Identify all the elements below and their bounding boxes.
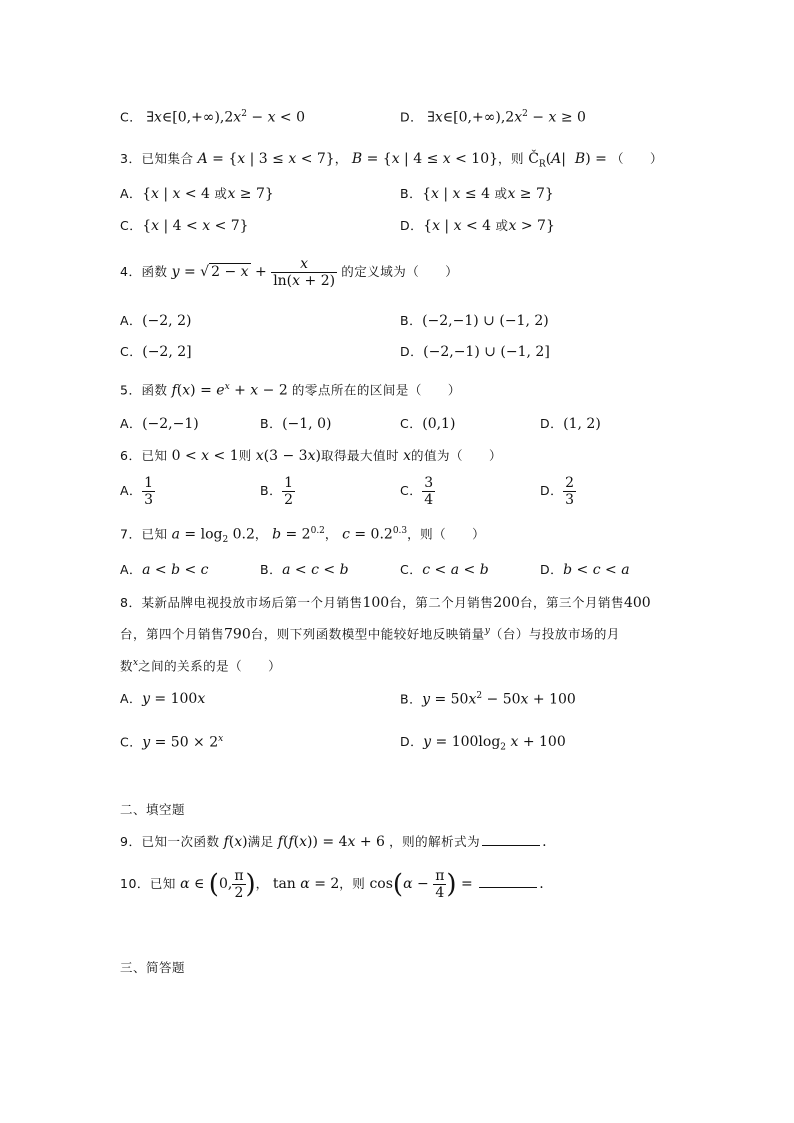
q8-option-b: B．$y = 50x^2 - 50x + 100$ <box>400 691 576 708</box>
q6-option-c: C． $\frac{3}{4}$ <box>400 475 434 508</box>
q3-option-b: B．{x | x ≤ 4 或x ≥ 7} <box>400 186 554 202</box>
q5-option-a: A．(−2,−1) <box>120 416 199 432</box>
q4-stem: 4．函数 y = √ 2 − x + $\frac{x}{\ln(x + 2)}$ 的定义域为（ ） <box>120 256 459 289</box>
q4-fraction: $\frac{x}{\ln(x + 2)}$ <box>273 256 336 289</box>
q7-option-b: B．a < c < b <box>260 562 349 578</box>
q10-answer-blank[interactable] <box>479 887 537 888</box>
q3-stem: 3．已知集合 A = {x | 3 ≤ x < 7}， B = {x | 4 ≤ x < 10}，则 $Č_R(A|$ B) = （ ） <box>120 151 664 170</box>
q6-stem: 6．已知 0 < x < 1则 x(3 − 3x)取得最大值时 x的值为（ ） <box>120 448 503 464</box>
q3-option-c: C．{x | 4 < x < 7} <box>120 218 249 234</box>
q8-option-c: C．$y = 50 \times 2^x$ <box>120 734 224 751</box>
q9-answer-blank[interactable] <box>482 845 540 846</box>
q8-stem-line1: 8．某新品牌电视投放市场后第一个月销售100台，第二个月销售200台，第三个月销售400 <box>120 595 651 611</box>
q6-option-b: B． $\frac{1}{2}$ <box>260 475 293 508</box>
q8-stem-line3: 数$^x$之间的关系的是（ ） <box>120 658 282 674</box>
q3-option-a: A．{x | x < 4 或x ≥ 7} <box>120 186 274 202</box>
q2-option-c: C． $\exists x\in[0,+\infty),2x^2 - x < 0$ <box>120 109 306 126</box>
q4-option-b: B．(−2,−1) ∪ (−1, 2) <box>400 313 549 329</box>
q5-option-d: D．(1, 2) <box>540 416 601 432</box>
q8-stem-line2: 台，第四个月销售790台，则下列函数模型中能较好地反映销量$^y$（台）与投放市场的月 <box>120 626 620 643</box>
q5-option-b: B．(−1, 0) <box>260 416 332 432</box>
q7-option-a: A．a < b < c <box>120 562 209 578</box>
q4-option-c: C．(−2, 2] <box>120 344 192 360</box>
q6-option-d: D． $\frac{2}{3}$ <box>540 475 575 508</box>
q7-stem: 7．已知 $a = \log_2 0.2$， $b = 2^{0.2}$， $c = 0.2^{0.3}$，则（ ） <box>120 526 486 545</box>
q9-stem: 9．已知一次函数 f(x)满足 f(f(x)) = 4x + 6 ，则的解析式为 . <box>120 834 547 850</box>
q5-option-c: C．(0,1) <box>400 416 456 432</box>
q8-option-a: A．y = 100x <box>120 691 206 707</box>
q10-stem: 10．已知 α ∈ (0, $\frac{\pi}{2}$ )， tan α = 2，则 cos(α − $\frac{\pi}{4}$ ) = . <box>120 868 544 901</box>
q8-option-d: D．$y = 100\log_2$ x + 100 <box>400 734 566 753</box>
q6-option-a: A． $\frac{1}{3}$ <box>120 475 153 508</box>
q4-option-d: D．(−2,−1) ∪ (−1, 2] <box>400 344 550 360</box>
q3-option-d: D．{x | x < 4 或x > 7} <box>400 218 555 234</box>
section-title-fill-in: 二、填空题 <box>120 802 186 817</box>
q7-option-c: C．c < a < b <box>400 562 489 578</box>
q7-option-d: D．b < c < a <box>540 562 630 578</box>
section-title-short-answer: 三、简答题 <box>120 960 186 975</box>
q4-option-a: A．(−2, 2) <box>120 313 192 329</box>
q2-option-d: D． $\exists x\in[0,+\infty),2x^2 - x \ge 0$ <box>400 109 586 126</box>
q5-stem: 5．函数 $f(x) = e^x + x - 2$ 的零点所在的区间是（ ） <box>120 382 461 399</box>
